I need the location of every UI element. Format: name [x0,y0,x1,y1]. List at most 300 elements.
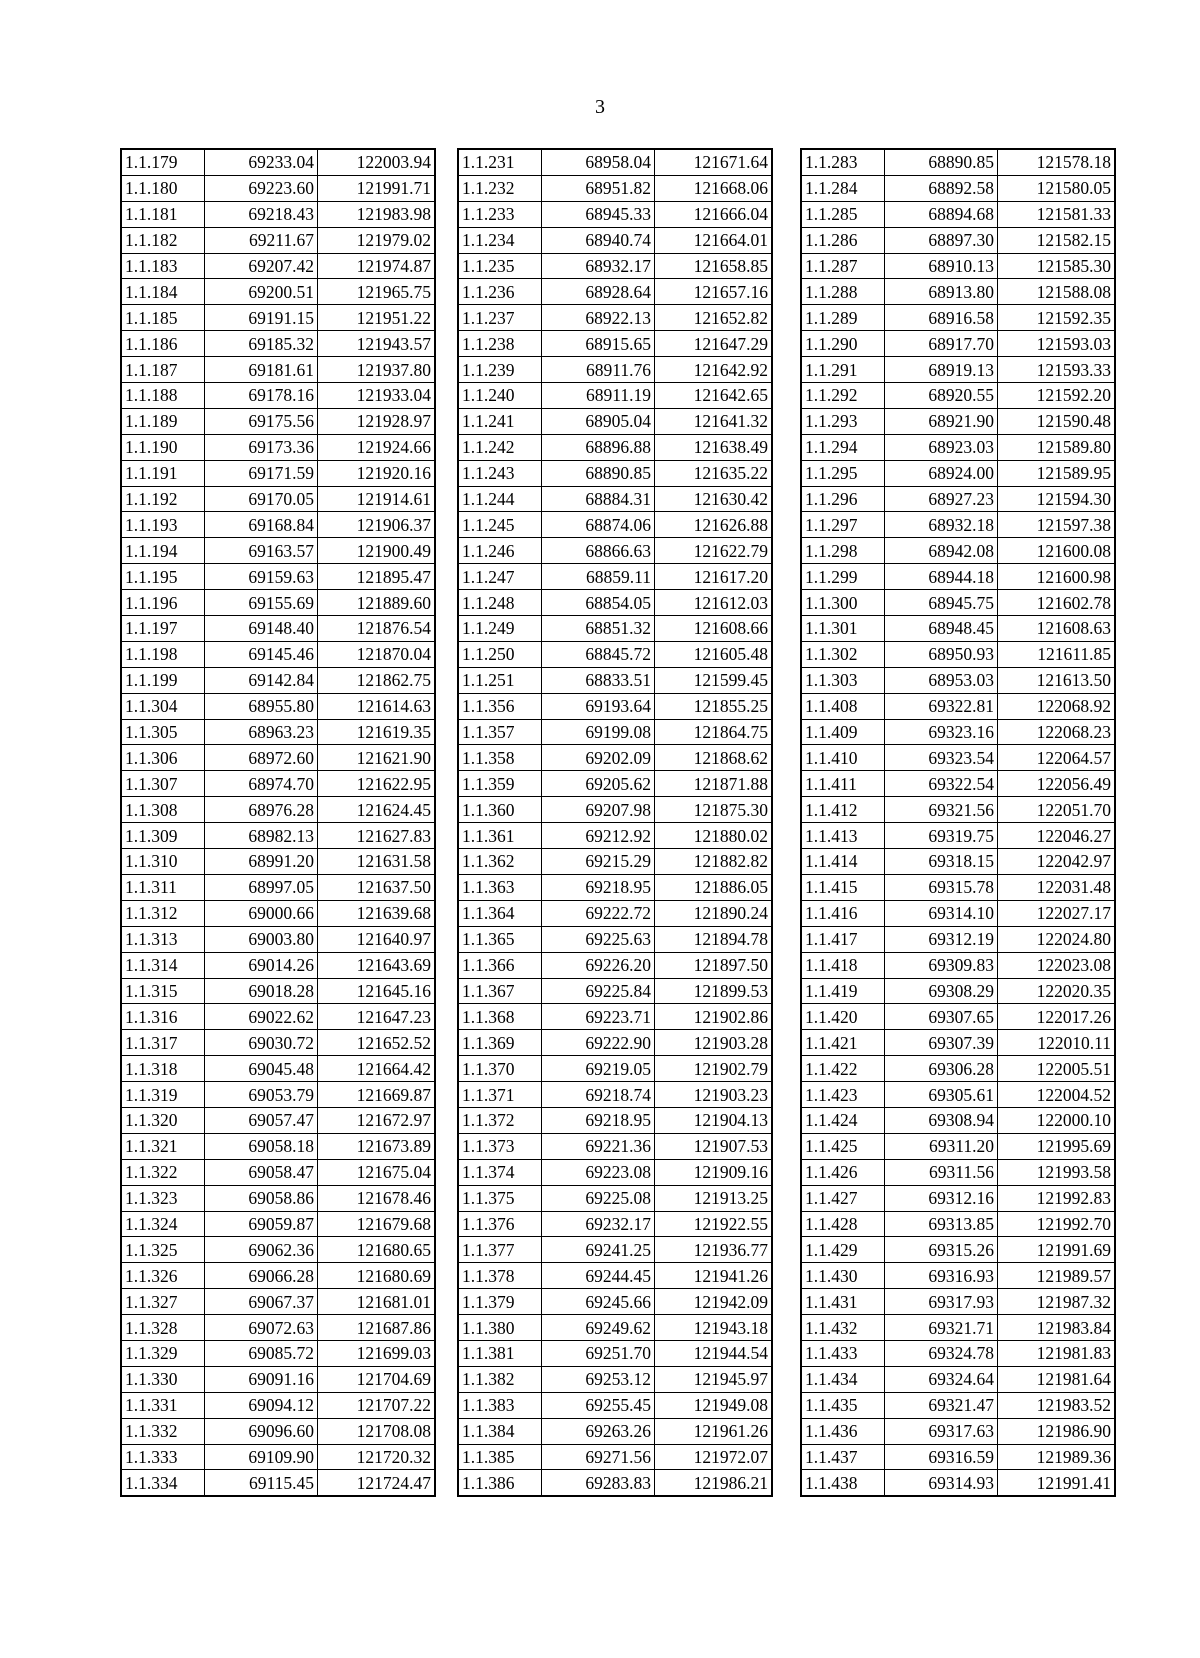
x-coordinate-cell: 69155.69 [205,590,318,616]
table-row [801,331,1115,357]
table-row [458,1340,772,1366]
table-row [801,512,1115,538]
x-coordinate-cell: 69222.72 [542,900,655,926]
y-coordinate-cell: 121622.95 [318,771,436,797]
x-coordinate-cell: 69244.45 [542,1263,655,1289]
x-coordinate-cell: 69185.32 [205,331,318,357]
x-coordinate-cell: 69305.61 [885,1082,998,1108]
point-id-cell: 1.1.286 [801,227,885,253]
table-row [801,926,1115,952]
table-row [801,434,1115,460]
y-coordinate-cell: 121640.97 [318,926,436,952]
y-coordinate-cell: 121581.33 [998,201,1116,227]
table-row [121,1418,435,1444]
point-id-cell: 1.1.357 [458,719,542,745]
point-id-cell: 1.1.364 [458,900,542,926]
table-row [458,874,772,900]
x-coordinate-cell: 69205.62 [542,771,655,797]
x-coordinate-cell: 68845.72 [542,641,655,667]
point-id-cell: 1.1.386 [458,1470,542,1496]
table-row [801,874,1115,900]
table-row [458,1159,772,1185]
y-coordinate-cell: 121902.79 [655,1056,773,1082]
table-row [458,1470,772,1496]
point-id-cell: 1.1.360 [458,797,542,823]
table-row [458,1082,772,1108]
point-id-cell: 1.1.188 [121,383,205,409]
point-id-cell: 1.1.183 [121,253,205,279]
table-row [801,719,1115,745]
y-coordinate-cell: 121585.30 [998,253,1116,279]
y-coordinate-cell: 121668.06 [655,175,773,201]
y-coordinate-cell: 121902.86 [655,1004,773,1030]
table-row [458,1107,772,1133]
x-coordinate-cell: 69323.16 [885,719,998,745]
table-row [801,1237,1115,1263]
y-coordinate-cell: 121941.26 [655,1263,773,1289]
table-row [121,1289,435,1315]
x-coordinate-cell: 69058.86 [205,1185,318,1211]
x-coordinate-cell: 69312.19 [885,926,998,952]
y-coordinate-cell: 122020.35 [998,978,1116,1004]
point-id-cell: 1.1.248 [458,590,542,616]
point-id-cell: 1.1.376 [458,1211,542,1237]
x-coordinate-cell: 69233.04 [205,149,318,175]
table-row [801,305,1115,331]
table-row [801,1315,1115,1341]
table-row [801,1289,1115,1315]
y-coordinate-cell: 121937.80 [318,357,436,383]
table-row [801,900,1115,926]
point-id-cell: 1.1.327 [121,1289,205,1315]
point-id-cell: 1.1.412 [801,797,885,823]
point-id-cell: 1.1.196 [121,590,205,616]
y-coordinate-cell: 121972.07 [655,1444,773,1470]
point-id-cell: 1.1.231 [458,149,542,175]
table-row [801,771,1115,797]
y-coordinate-cell: 121590.48 [998,408,1116,434]
y-coordinate-cell: 121645.16 [318,978,436,1004]
table-row [121,1082,435,1108]
x-coordinate-cell: 69212.92 [542,823,655,849]
table-row [121,331,435,357]
table-row [121,1340,435,1366]
point-id-cell: 1.1.319 [121,1082,205,1108]
point-id-cell: 1.1.420 [801,1004,885,1030]
table-row [121,849,435,875]
point-id-cell: 1.1.358 [458,745,542,771]
table-row [801,1082,1115,1108]
x-coordinate-cell: 68945.33 [542,201,655,227]
y-coordinate-cell: 122017.26 [998,1004,1116,1030]
x-coordinate-cell: 68916.58 [885,305,998,331]
x-coordinate-cell: 68897.30 [885,227,998,253]
x-coordinate-cell: 69211.67 [205,227,318,253]
table-row [458,331,772,357]
y-coordinate-cell: 121608.66 [655,616,773,642]
y-coordinate-cell: 121974.87 [318,253,436,279]
x-coordinate-cell: 68923.03 [885,434,998,460]
x-coordinate-cell: 69030.72 [205,1030,318,1056]
point-id-cell: 1.1.430 [801,1263,885,1289]
table-row [801,823,1115,849]
y-coordinate-cell: 121979.02 [318,227,436,253]
x-coordinate-cell: 69312.16 [885,1185,998,1211]
table-row [801,1056,1115,1082]
x-coordinate-cell: 69324.78 [885,1340,998,1366]
table-row [121,305,435,331]
y-coordinate-cell: 121894.78 [655,926,773,952]
table-row [121,693,435,719]
table-row [458,175,772,201]
table-row [801,1340,1115,1366]
table-row [801,797,1115,823]
x-coordinate-cell: 69109.90 [205,1444,318,1470]
point-id-cell: 1.1.246 [458,538,542,564]
point-id-cell: 1.1.411 [801,771,885,797]
point-id-cell: 1.1.326 [121,1263,205,1289]
table-row [458,745,772,771]
x-coordinate-cell: 69148.40 [205,616,318,642]
x-coordinate-cell: 69191.15 [205,305,318,331]
x-coordinate-cell: 69062.36 [205,1237,318,1263]
table-row [458,616,772,642]
point-id-cell: 1.1.245 [458,512,542,538]
table-row [458,434,772,460]
y-coordinate-cell: 121589.80 [998,434,1116,460]
point-id-cell: 1.1.310 [121,849,205,875]
x-coordinate-cell: 69311.20 [885,1133,998,1159]
table-row [121,1107,435,1133]
x-coordinate-cell: 69225.08 [542,1185,655,1211]
table-row [121,1392,435,1418]
x-coordinate-cell: 69232.17 [542,1211,655,1237]
y-coordinate-cell: 121642.92 [655,357,773,383]
point-id-cell: 1.1.239 [458,357,542,383]
point-id-cell: 1.1.306 [121,745,205,771]
x-coordinate-cell: 69223.71 [542,1004,655,1030]
table-row [121,357,435,383]
y-coordinate-cell: 121647.29 [655,331,773,357]
point-id-cell: 1.1.321 [121,1133,205,1159]
x-coordinate-cell: 68945.75 [885,590,998,616]
y-coordinate-cell: 121669.87 [318,1082,436,1108]
x-coordinate-cell: 68932.18 [885,512,998,538]
table-row [121,1470,435,1496]
y-coordinate-cell: 121675.04 [318,1159,436,1185]
table-row [458,1289,772,1315]
y-coordinate-cell: 121658.85 [655,253,773,279]
y-coordinate-cell: 122064.57 [998,745,1116,771]
point-id-cell: 1.1.292 [801,383,885,409]
point-id-cell: 1.1.381 [458,1340,542,1366]
point-id-cell: 1.1.428 [801,1211,885,1237]
x-coordinate-cell: 68854.05 [542,590,655,616]
x-coordinate-cell: 69323.54 [885,745,998,771]
table-row [458,590,772,616]
y-coordinate-cell: 122000.10 [998,1107,1116,1133]
y-coordinate-cell: 122005.51 [998,1056,1116,1082]
y-coordinate-cell: 121949.08 [655,1392,773,1418]
y-coordinate-cell: 121608.63 [998,616,1116,642]
point-id-cell: 1.1.330 [121,1366,205,1392]
point-id-cell: 1.1.236 [458,279,542,305]
point-id-cell: 1.1.302 [801,641,885,667]
x-coordinate-cell: 68905.04 [542,408,655,434]
y-coordinate-cell: 121720.32 [318,1444,436,1470]
y-coordinate-cell: 121589.95 [998,460,1116,486]
table-row [121,719,435,745]
x-coordinate-cell: 69202.09 [542,745,655,771]
table-row [801,1392,1115,1418]
point-id-cell: 1.1.324 [121,1211,205,1237]
x-coordinate-cell: 69058.18 [205,1133,318,1159]
point-id-cell: 1.1.251 [458,667,542,693]
y-coordinate-cell: 121904.13 [655,1107,773,1133]
table-row [121,1056,435,1082]
y-coordinate-cell: 121657.16 [655,279,773,305]
point-id-cell: 1.1.384 [458,1418,542,1444]
point-id-cell: 1.1.424 [801,1107,885,1133]
point-id-cell: 1.1.361 [458,823,542,849]
x-coordinate-cell: 69306.28 [885,1056,998,1082]
y-coordinate-cell: 121673.89 [318,1133,436,1159]
x-coordinate-cell: 69045.48 [205,1056,318,1082]
x-coordinate-cell: 69159.63 [205,564,318,590]
table-row [801,408,1115,434]
point-id-cell: 1.1.368 [458,1004,542,1030]
y-coordinate-cell: 121600.98 [998,564,1116,590]
x-coordinate-cell: 69014.26 [205,952,318,978]
y-coordinate-cell: 121638.49 [655,434,773,460]
table-row [801,590,1115,616]
x-coordinate-cell: 68851.32 [542,616,655,642]
x-coordinate-cell: 69171.59 [205,460,318,486]
point-id-cell: 1.1.304 [121,693,205,719]
table-row [458,1211,772,1237]
point-id-cell: 1.1.385 [458,1444,542,1470]
point-id-cell: 1.1.325 [121,1237,205,1263]
y-coordinate-cell: 121897.50 [655,952,773,978]
point-id-cell: 1.1.283 [801,149,885,175]
point-id-cell: 1.1.371 [458,1082,542,1108]
point-id-cell: 1.1.295 [801,460,885,486]
y-coordinate-cell: 121580.05 [998,175,1116,201]
point-id-cell: 1.1.334 [121,1470,205,1496]
point-id-cell: 1.1.250 [458,641,542,667]
point-id-cell: 1.1.356 [458,693,542,719]
point-id-cell: 1.1.198 [121,641,205,667]
y-coordinate-cell: 121637.50 [318,874,436,900]
x-coordinate-cell: 68911.19 [542,383,655,409]
y-coordinate-cell: 121868.62 [655,745,773,771]
point-id-cell: 1.1.410 [801,745,885,771]
table-row [801,201,1115,227]
point-id-cell: 1.1.311 [121,874,205,900]
y-coordinate-cell: 121855.25 [655,693,773,719]
x-coordinate-cell: 69000.66 [205,900,318,926]
point-id-cell: 1.1.422 [801,1056,885,1082]
x-coordinate-cell: 69318.15 [885,849,998,875]
point-id-cell: 1.1.305 [121,719,205,745]
table-row [458,797,772,823]
y-coordinate-cell: 121909.16 [655,1159,773,1185]
y-coordinate-cell: 121882.82 [655,849,773,875]
table-row [801,667,1115,693]
x-coordinate-cell: 69315.78 [885,874,998,900]
point-id-cell: 1.1.179 [121,149,205,175]
y-coordinate-cell: 122023.08 [998,952,1116,978]
point-id-cell: 1.1.313 [121,926,205,952]
y-coordinate-cell: 121642.65 [655,383,773,409]
table-row [458,1263,772,1289]
y-coordinate-cell: 121880.02 [655,823,773,849]
y-coordinate-cell: 121631.58 [318,849,436,875]
x-coordinate-cell: 69226.20 [542,952,655,978]
y-coordinate-cell: 121871.88 [655,771,773,797]
point-id-cell: 1.1.362 [458,849,542,875]
table-row [801,279,1115,305]
table-row [458,693,772,719]
x-coordinate-cell: 68915.65 [542,331,655,357]
table-row [458,460,772,486]
table-row [801,383,1115,409]
point-id-cell: 1.1.320 [121,1107,205,1133]
table-row [801,175,1115,201]
table-row [121,1133,435,1159]
table-row [121,1159,435,1185]
y-coordinate-cell: 121613.50 [998,667,1116,693]
point-id-cell: 1.1.323 [121,1185,205,1211]
x-coordinate-cell: 69317.63 [885,1418,998,1444]
table-row [801,357,1115,383]
point-id-cell: 1.1.434 [801,1366,885,1392]
y-coordinate-cell: 121621.90 [318,745,436,771]
y-coordinate-cell: 121951.22 [318,305,436,331]
x-coordinate-cell: 69218.74 [542,1082,655,1108]
x-coordinate-cell: 69003.80 [205,926,318,952]
y-coordinate-cell: 121643.69 [318,952,436,978]
table-row [458,900,772,926]
table-row [801,1211,1115,1237]
table-row [801,641,1115,667]
y-coordinate-cell: 121641.32 [655,408,773,434]
y-coordinate-cell: 121942.09 [655,1289,773,1315]
x-coordinate-cell: 69193.64 [542,693,655,719]
y-coordinate-cell: 121991.71 [318,175,436,201]
table-row [458,1392,772,1418]
point-id-cell: 1.1.193 [121,512,205,538]
y-coordinate-cell: 121943.18 [655,1315,773,1341]
y-coordinate-cell: 121602.78 [998,590,1116,616]
y-coordinate-cell: 121900.49 [318,538,436,564]
x-coordinate-cell: 69215.29 [542,849,655,875]
x-coordinate-cell: 69311.56 [885,1159,998,1185]
y-coordinate-cell: 121578.18 [998,149,1116,175]
y-coordinate-cell: 121906.37 [318,512,436,538]
point-id-cell: 1.1.438 [801,1470,885,1496]
x-coordinate-cell: 69314.93 [885,1470,998,1496]
y-coordinate-cell: 121647.23 [318,1004,436,1030]
x-coordinate-cell: 68859.11 [542,564,655,590]
y-coordinate-cell: 121680.69 [318,1263,436,1289]
y-coordinate-cell: 121986.21 [655,1470,773,1496]
table-row [121,1444,435,1470]
x-coordinate-cell: 69175.56 [205,408,318,434]
x-coordinate-cell: 68932.17 [542,253,655,279]
table-row [801,1263,1115,1289]
x-coordinate-cell: 69263.26 [542,1418,655,1444]
y-coordinate-cell: 121622.79 [655,538,773,564]
x-coordinate-cell: 69115.45 [205,1470,318,1496]
table-row [458,1056,772,1082]
y-coordinate-cell: 121664.01 [655,227,773,253]
point-id-cell: 1.1.232 [458,175,542,201]
table-row [121,201,435,227]
y-coordinate-cell: 121681.01 [318,1289,436,1315]
table-row [121,383,435,409]
table-row [121,149,435,175]
point-id-cell: 1.1.303 [801,667,885,693]
y-coordinate-cell: 121652.52 [318,1030,436,1056]
table-row [458,279,772,305]
table-row [121,926,435,952]
y-coordinate-cell: 121987.32 [998,1289,1116,1315]
x-coordinate-cell: 68890.85 [885,149,998,175]
point-id-cell: 1.1.312 [121,900,205,926]
y-coordinate-cell: 121630.42 [655,486,773,512]
x-coordinate-cell: 69168.84 [205,512,318,538]
x-coordinate-cell: 68950.93 [885,641,998,667]
x-coordinate-cell: 68833.51 [542,667,655,693]
y-coordinate-cell: 121895.47 [318,564,436,590]
table-row [121,590,435,616]
table-row [801,149,1115,175]
y-coordinate-cell: 121928.97 [318,408,436,434]
x-coordinate-cell: 68958.04 [542,149,655,175]
x-coordinate-cell: 68997.05 [205,874,318,900]
x-coordinate-cell: 68911.76 [542,357,655,383]
point-id-cell: 1.1.189 [121,408,205,434]
point-id-cell: 1.1.414 [801,849,885,875]
table-row [801,253,1115,279]
x-coordinate-cell: 68894.68 [885,201,998,227]
point-id-cell: 1.1.435 [801,1392,885,1418]
table-row [121,253,435,279]
point-id-cell: 1.1.416 [801,900,885,926]
point-id-cell: 1.1.315 [121,978,205,1004]
y-coordinate-cell: 121899.53 [655,978,773,1004]
y-coordinate-cell: 121903.23 [655,1082,773,1108]
point-id-cell: 1.1.233 [458,201,542,227]
x-coordinate-cell: 69307.39 [885,1030,998,1056]
y-coordinate-cell: 121983.84 [998,1315,1116,1341]
point-id-cell: 1.1.377 [458,1237,542,1263]
y-coordinate-cell: 121612.03 [655,590,773,616]
point-id-cell: 1.1.184 [121,279,205,305]
y-coordinate-cell: 121989.57 [998,1263,1116,1289]
x-coordinate-cell: 69223.08 [542,1159,655,1185]
y-coordinate-cell: 121617.20 [655,564,773,590]
x-coordinate-cell: 68896.88 [542,434,655,460]
table-row [121,1237,435,1263]
point-id-cell: 1.1.382 [458,1366,542,1392]
table-row [458,201,772,227]
x-coordinate-cell: 68913.80 [885,279,998,305]
x-coordinate-cell: 69271.56 [542,1444,655,1470]
table-row [121,460,435,486]
y-coordinate-cell: 121679.68 [318,1211,436,1237]
